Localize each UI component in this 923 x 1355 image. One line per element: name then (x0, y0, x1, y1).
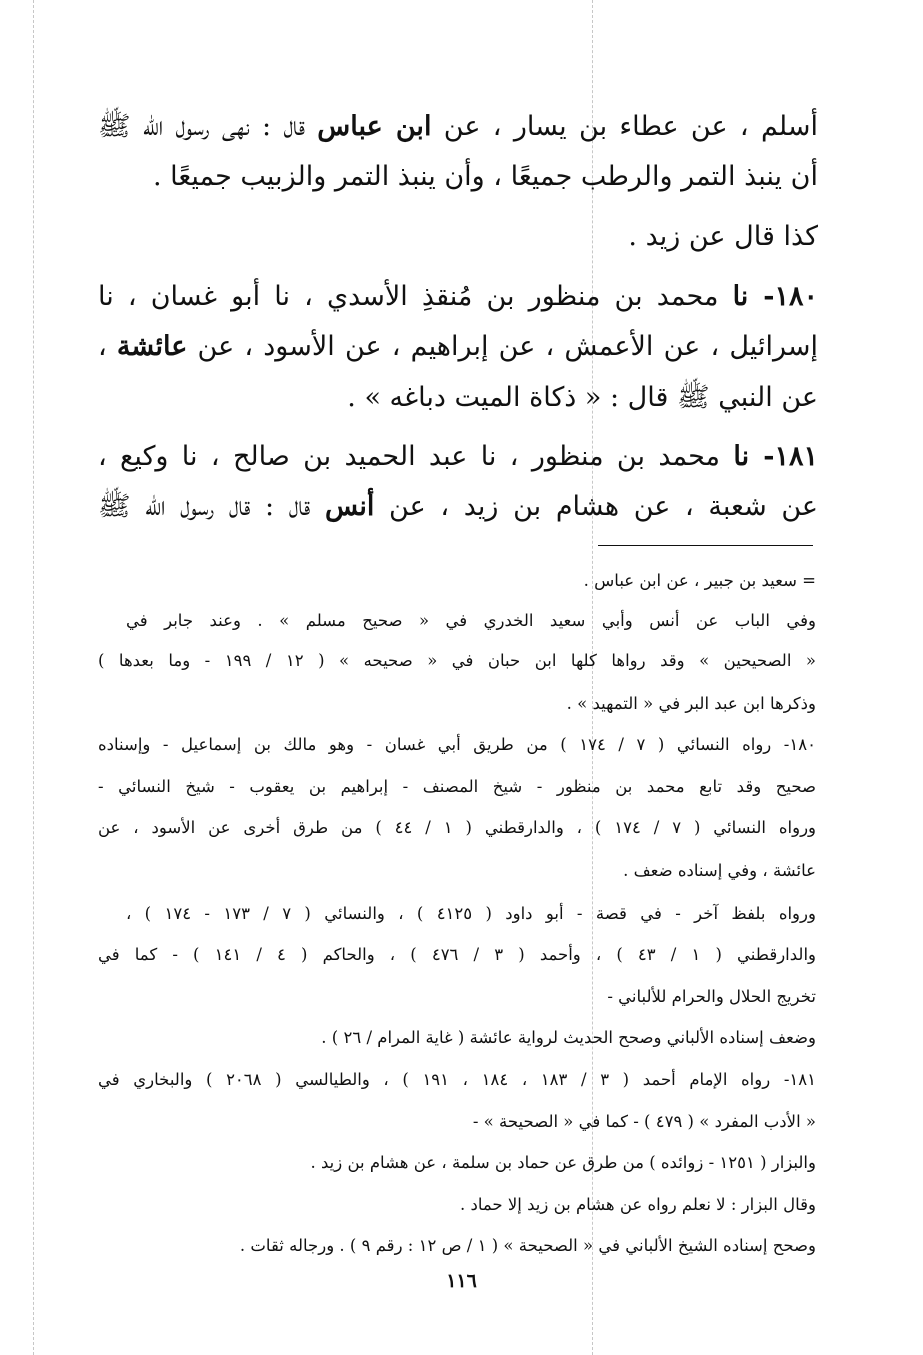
text-segment: عن شعبة ، عن هشام بن زيد ، عن (374, 491, 819, 522)
bold-segment: أنس (324, 491, 375, 522)
footnote-line: عائشة ، وفي إسناده ضعف . (623, 861, 816, 880)
footnote-line: ١٨٠- رواه النسائي ( ٧ / ١٧٤ ) من طريق أبي غسان - وهو مالك بن إسماعيل - وإسناده (98, 735, 816, 754)
footnote-line: « الأدب المفرد » ( ٤٧٩ ) - كما في « الصحيحة » - (472, 1112, 816, 1131)
text-segment: عن النبي ﷺ قال : « ذكاة الميت دباغه » . (347, 382, 818, 413)
text-segment: محمد بن منظور بن مُنقذِ الأسدي ، نا أبو غسان ، نا (98, 281, 733, 312)
footnote-line: والبزار ( ١٢٥١ - زوائده ) من طرق عن حماد بن سلمة ، عن هشام بن زيد . (310, 1153, 816, 1172)
text-segment: قال : قال رسول اللّه ﷺ (98, 491, 325, 522)
footnote-line: وضعف إسناده الألباني وصحح الحديث لرواية عائشة ( غاية المرام / ٢٦ ) . (321, 1028, 816, 1047)
main-line (98, 280, 818, 314)
main-line (98, 440, 818, 474)
main-line (98, 160, 818, 194)
main-line (98, 110, 818, 144)
text-segment: أن ينبذ التمر والرطب جميعًا ، وأن ينبذ التمر والزبيب جميعًا . (152, 161, 818, 192)
main-line (98, 220, 818, 254)
scan-artifact-line (33, 0, 34, 1355)
main-line (98, 490, 818, 524)
text-segment: قال : نهى رسول اللّه ﷺ (98, 111, 318, 142)
footnote-line: ١٨١- رواه الإمام أحمد ( ٣ / ١٨٣ ، ١٨٤ ، ١٩١ ) ، والطيالسي ( ٢٠٦٨ ) والبخاري في (98, 1070, 816, 1089)
text-segment: أسلم ، عن عطاء بن يسار ، عن (431, 111, 818, 142)
main-line (98, 381, 818, 415)
text-segment: محمد بن منظور ، نا عبد الحميد بن صالح ، نا وكيع ، (98, 441, 734, 472)
footnote-line: وقال البزار : لا نعلم رواه عن هشام بن زيد إلا حماد . (460, 1195, 816, 1214)
footnote-line: وفي الباب عن أنس وأبي سعيد الخدري في « صحيح مسلم » . وعند جابر في (126, 611, 816, 630)
footnote-line: « الصحيحين » وقد رواها كلها ابن حبان في « صحيحه » ( ١٢ / ١٩٩ - وما بعدها ) (98, 651, 816, 670)
page-number: ١١٦ (446, 1270, 477, 1292)
footnote-separator (598, 545, 813, 546)
footnote-line: ورواه بلفظ آخر - في قصة - أبو داود ( ٤١٢٥ ) ، والنسائي ( ٧ / ١٧٣ - ١٧٤ ) ، (126, 904, 816, 923)
text-segment: ، (98, 331, 117, 362)
bold-segment: ١٨١- نا (733, 441, 818, 472)
footnote-line: وذكرها ابن عبد البر في « التمهيد » . (566, 694, 816, 713)
footnote-line: = سعيد بن جبير ، عن ابن عباس . (583, 571, 816, 590)
bold-segment: ابن عباس (317, 111, 432, 142)
footnote-line: وصحح إسناده الشيخ الألباني في « الصحيحة » ( ١ / ص ١٢ : رقم ٩ ) . ورجاله ثقات . (239, 1236, 816, 1255)
bold-segment: ١٨٠- نا (732, 281, 818, 312)
footnote-line: تخريج الحلال والحرام للألباني - (607, 987, 816, 1006)
footnote-line: والدارقطني ( ١ / ٤٣ ) ، وأحمد ( ٣ / ٤٧٦ ) ، والحاكم ( ٤ / ١٤١ ) - كما في (98, 945, 816, 964)
footnote-line: صحيح وقد تابع محمد بن منظور - شيخ المصنف - إبراهيم بن يعقوب - شيخ النسائي - (98, 777, 816, 796)
bold-segment: عائشة (116, 331, 188, 362)
main-line (98, 330, 818, 364)
text-segment: إسرائيل ، عن الأعمش ، عن إبراهيم ، عن الأسود ، عن (187, 331, 818, 362)
text-segment: كذا قال عن زيد . (628, 221, 818, 252)
footnote-line: ورواه النسائي ( ٧ / ١٧٤ ) ، والدارقطني ( ١ / ٤٤ ) من طرق أخرى عن الأسود ، عن (98, 818, 817, 837)
